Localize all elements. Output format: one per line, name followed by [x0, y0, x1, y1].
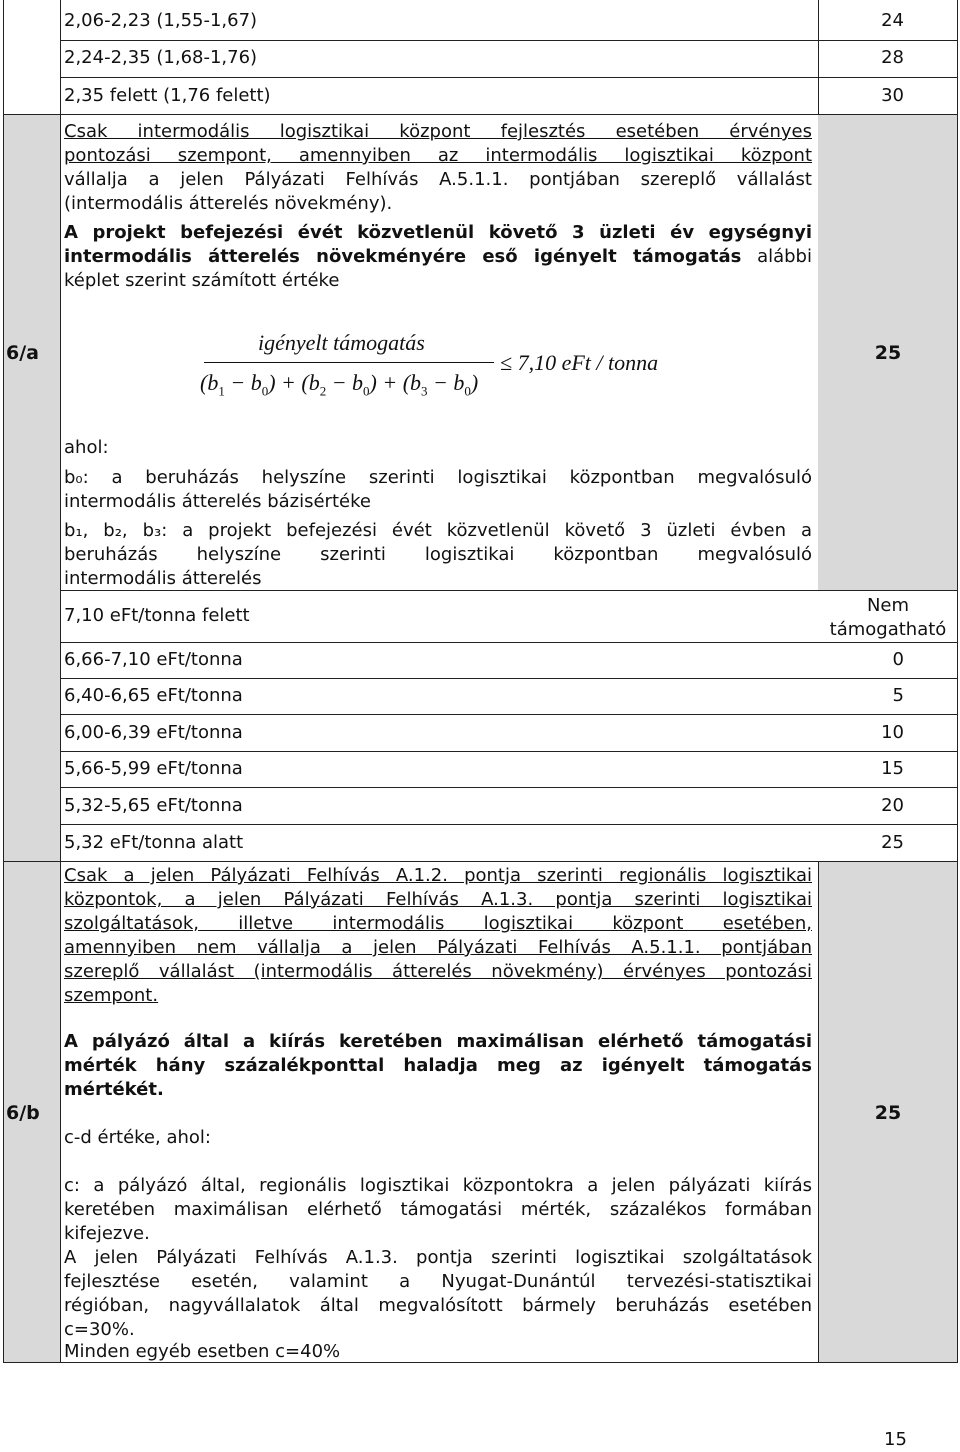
top-row-points: 24	[881, 10, 904, 31]
c-definition-line: keretében maximálisan elérhető támogatási mérték, százalékos formában	[64, 1199, 812, 1220]
rule-9	[60, 787, 958, 788]
rule-1	[60, 40, 958, 41]
formula-relation: ≤ 7,10 eFt / tonna	[500, 350, 659, 375]
condition-6b-line: szolgáltatások, illetve intermodális logisztikai központ esetében,	[64, 913, 812, 934]
condition-6a-line: (intermodális átterelés növekmény).	[64, 193, 393, 214]
score-row-range: 5,66-5,99 eFt/tonna	[64, 758, 243, 779]
condition-6a-line: pontozási szempont, amennyiben az intermodális logisztikai központ	[64, 145, 812, 166]
score-row-points: 15	[881, 758, 904, 779]
top-row-range: 2,35 felett (1,76 felett)	[64, 85, 271, 106]
rule-3	[3, 114, 958, 115]
condition-6b-line: szempont.	[64, 985, 159, 1006]
b0-definition-line: intermodális átterelés bázisértéke	[64, 491, 371, 512]
table-divider-label	[60, 0, 61, 1363]
b123-definition-line: beruházás helyszíne szerinti logisztikai központban megvalósuló	[64, 544, 812, 565]
fraction-bar	[204, 362, 494, 363]
page-number: 15	[884, 1429, 907, 1450]
c-definition-line: c=30%.	[64, 1319, 135, 1340]
b0-definition-line: b₀: a beruházás helyszíne szerinti logisztikai központban megvalósuló	[64, 467, 812, 488]
score-row-range: 6,66-7,10 eFt/tonna	[64, 649, 243, 670]
score-row-points: Nem	[866, 595, 910, 616]
cd-line: c-d értéke, ahol:	[64, 1127, 211, 1148]
question-6a-line: intermodális átterelés növekményére eső igényelt támogatás alábbi	[64, 246, 812, 267]
score-row-points: 10	[881, 722, 904, 743]
top-row-points: 28	[881, 47, 904, 68]
rule-5	[60, 642, 958, 643]
table-divider-score-6b	[818, 862, 819, 1363]
top-row-points: 30	[881, 85, 904, 106]
rule-8	[60, 751, 958, 752]
score-row-range: 6,00-6,39 eFt/tonna	[64, 722, 243, 743]
ahol-label: ahol:	[64, 437, 109, 458]
row-6a-label: 6/a	[6, 342, 39, 364]
table-border-left	[3, 0, 4, 1363]
condition-6a-line: vállalja a jelen Pályázati Felhívás A.5.1.1. pontjában szereplő vállalást	[64, 169, 812, 190]
score-row-range: 5,32-5,65 eFt/tonna	[64, 795, 243, 816]
b123-definition-line: b₁, b₂, b₃: a projekt befejezési évét közvetlenül követő 3 üzleti évben a	[64, 520, 812, 541]
rule-7	[60, 714, 958, 715]
rule-11	[3, 861, 958, 862]
top-row-range: 2,06-2,23 (1,55-1,67)	[64, 10, 258, 31]
question-6b-line: mérték hány százalékponttal haladja meg az igényelt támogatás	[64, 1055, 812, 1076]
condition-6a-line: Csak intermodális logisztikai központ fejlesztés esetében érvényes	[64, 121, 812, 142]
c-definition-line: Minden egyéb esetben c=40%	[64, 1341, 341, 1362]
c-definition-line: régióban, nagyvállalatok által megvalósított bármely beruházás esetében	[64, 1295, 812, 1316]
row-6a-label-shade	[4, 114, 60, 862]
condition-6b-line: amennyiben nem vállalja a jelen Pályázati Felhívás A.5.1.1. pontjában	[64, 937, 812, 958]
question-6b-line: mértékét.	[64, 1079, 164, 1100]
condition-6b-line: központok, a jelen Pályázati Felhívás A.1.3. pontja szerinti logisztikai	[64, 889, 812, 910]
condition-6b-line: Csak a jelen Pályázati Felhívás A.1.2. pontja szerinti regionális logisztikai	[64, 865, 812, 886]
c-definition-line: fejlesztése esetén, valamint a Nyugat-Dunántúl tervezési-statisztikai	[64, 1271, 812, 1292]
condition-6b-line: szereplő vállalást (intermodális átterelés növekmény) érvényes pontozási	[64, 961, 812, 982]
score-row-points: 25	[881, 832, 904, 853]
score-row-range: 7,10 eFt/tonna felett	[64, 605, 250, 626]
rule-10	[60, 824, 958, 825]
row-6a-score: 25	[874, 342, 902, 364]
b123-definition-line: intermodális átterelés	[64, 568, 262, 589]
table-divider-score-top	[818, 0, 819, 114]
score-row-points: támogatható	[829, 619, 947, 640]
score-row-points: 0	[892, 649, 904, 670]
rule-6	[60, 678, 958, 679]
row-6b-label: 6/b	[6, 1102, 40, 1124]
c-definition-line: A jelen Pályázati Felhívás A.1.3. pontja szerinti logisztikai szolgáltatások	[64, 1247, 812, 1268]
top-row-range: 2,24-2,35 (1,68-1,76)	[64, 47, 258, 68]
c-definition-line: kifejezve.	[64, 1223, 150, 1244]
score-row-range: 5,32 eFt/tonna alatt	[64, 832, 244, 853]
question-6a-line: A projekt befejezési évét közvetlenül követő 3 üzleti év egységnyi	[64, 222, 812, 243]
score-row-points: 5	[892, 685, 904, 706]
c-definition-line: c: a pályázó által, regionális logisztikai központokra a jelen pályázati kiírás	[64, 1175, 812, 1196]
question-6b-line: A pályázó által a kiírás keretében maximálisan elérhető támogatási	[64, 1031, 812, 1052]
formula-numerator: igényelt támogatás	[258, 330, 425, 355]
formula-denominator: $(b_1 - b_0) + (b_2 - b_0) + (b_3 - b_0)$	[200, 370, 479, 399]
score-row-range: 6,40-6,65 eFt/tonna	[64, 685, 243, 706]
rule-2	[60, 77, 958, 78]
question-6a-line: képlet szerint számított értéke	[64, 270, 340, 291]
table-border-right	[957, 0, 958, 1363]
score-row-points: 20	[881, 795, 904, 816]
row-6b-score: 25	[874, 1102, 902, 1124]
